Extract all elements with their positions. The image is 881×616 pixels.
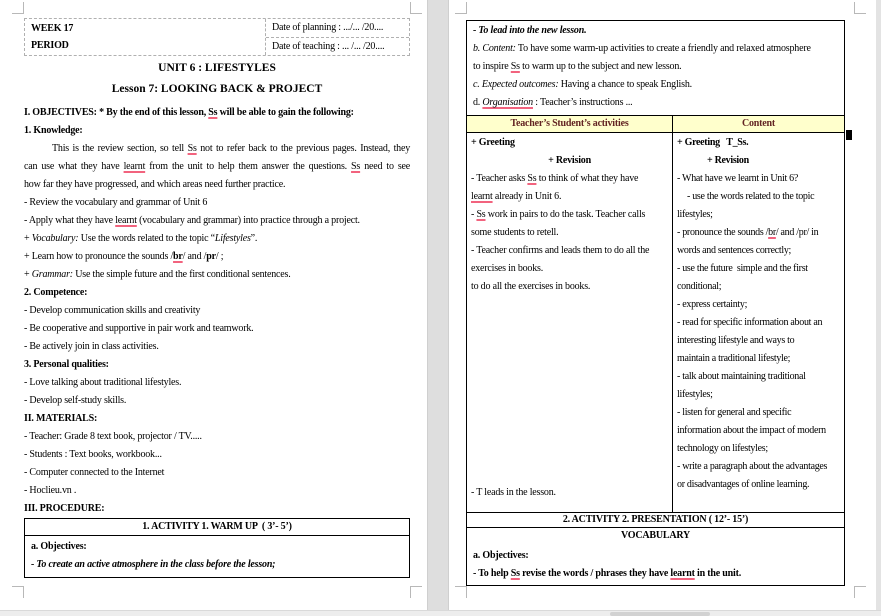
text-line <box>24 248 410 266</box>
text-segment: Vocabulary: <box>31 233 79 244</box>
text-line <box>473 40 838 58</box>
text-segment: - To create an active atmosphere in the class before the lesson; <box>31 559 276 570</box>
text-line <box>677 134 840 152</box>
activity2-title: 2. ACTIVITY 2. PRESENTATION ( 12’- 15’) <box>466 513 845 528</box>
text-line <box>473 547 838 565</box>
text-segment: words and sentences correctly; <box>677 245 792 256</box>
text-line <box>677 404 840 422</box>
spellcheck-underlined-text: br <box>768 227 776 238</box>
text-segment: + Revision <box>707 155 749 166</box>
spellcheck-underlined-text: learnt <box>471 191 493 202</box>
text-segment: - use the future simple and the first <box>677 263 808 274</box>
text-segment: need to see <box>360 161 410 172</box>
text-segment: - <box>471 209 477 220</box>
activity1-objectives <box>25 536 409 577</box>
spellcheck-underlined-text: Ss <box>476 209 486 220</box>
text-line <box>24 500 410 518</box>
text-segment: - To lead into the new lesson. <box>473 25 587 36</box>
text-segment: Lifestyles <box>214 233 251 244</box>
text-segment: - Teacher confirms and leads them to do all the <box>471 245 650 256</box>
text-line <box>31 538 403 556</box>
text-segment: from the unit to help them answer the questions. <box>145 161 352 172</box>
text-boundary-mark <box>455 2 467 14</box>
spellcheck-underlined-text: learnt <box>670 568 695 579</box>
text-segment: b. Content: <box>473 43 516 54</box>
content-cell <box>673 133 844 512</box>
text-segment: 3. Personal qualities: <box>24 359 109 370</box>
text-line <box>24 356 410 374</box>
text-segment: Grammar: <box>31 269 73 280</box>
text-segment: will be able to gain the following: <box>217 107 354 118</box>
text-line <box>24 428 410 446</box>
text-segment: information about the impact of modern <box>677 425 826 436</box>
text-segment: to do all the exercises in books. <box>471 281 591 292</box>
text-line <box>471 278 668 296</box>
text-boundary-mark <box>410 2 422 14</box>
text-line <box>677 350 840 368</box>
text-line <box>471 484 668 502</box>
text-segment: / ; <box>215 251 224 262</box>
text-line <box>677 440 840 458</box>
text-segment: - Develop communication skills and creativity <box>24 305 201 316</box>
text-line <box>24 320 410 338</box>
spellcheck-underlined-text: learnt <box>123 161 146 172</box>
unit-title: UNIT 6 : LIFESTYLES <box>158 62 276 74</box>
text-segment: revise the words / phrases they have <box>519 568 671 579</box>
text-line <box>677 386 840 404</box>
text-segment: This is the review section, so tell <box>52 143 188 154</box>
text-segment: - read for specific information about an <box>677 317 823 328</box>
text-segment: - Hoclieu.vn . <box>24 485 77 496</box>
text-line <box>677 206 840 224</box>
text-line <box>471 152 668 170</box>
text-line <box>677 368 840 386</box>
page-gap <box>427 0 449 611</box>
text-line <box>473 58 838 76</box>
text-line <box>677 188 840 206</box>
text-line <box>24 410 410 428</box>
text-segment: - To help <box>473 568 511 579</box>
text-segment: pr <box>206 251 216 262</box>
text-segment: already in Unit 6. <box>492 191 562 202</box>
text-line <box>24 374 410 392</box>
text-segment: - listen for general and specific <box>677 407 792 418</box>
text-segment: a. Objectives: <box>473 550 529 561</box>
spellcheck-underlined-text: Ss <box>510 61 520 72</box>
activities-table-header <box>466 116 845 133</box>
text-segment: + <box>24 269 32 280</box>
vocabulary-box <box>466 528 845 586</box>
text-segment: - Develop self-study skills. <box>24 395 127 406</box>
text-line <box>24 464 410 482</box>
text-segment: - Teacher asks <box>471 173 528 184</box>
text-segment: Use the words related to the topic “ <box>78 233 215 244</box>
text-line <box>473 22 838 40</box>
text-segment: to warm up to the subject and new lesson. <box>519 61 682 72</box>
activity1-title: 1. ACTIVITY 1. WARM UP ( 3’- 5’) <box>25 519 409 536</box>
spellcheck-underlined-text: Ss <box>510 568 520 579</box>
week-period-table <box>24 18 410 56</box>
spellcheck-underlined-text: Ss <box>351 161 361 172</box>
text-segment: some students to retell. <box>471 227 559 238</box>
period-label: PERIOD <box>31 40 69 51</box>
text-line <box>677 314 840 332</box>
text-boundary-mark <box>854 2 866 14</box>
text-segment: to think of what they have <box>536 173 639 184</box>
text-segment: - T leads in the lesson. <box>471 487 556 498</box>
text-segment: + <box>24 233 32 244</box>
text-line <box>677 170 840 188</box>
text-segment: / and / <box>182 251 207 262</box>
text-boundary-mark <box>12 586 24 598</box>
text-line <box>677 278 840 296</box>
text-segment: - express certainty; <box>677 299 748 310</box>
text-segment: - Review the vocabulary and grammar of Unit 6 <box>24 197 208 208</box>
header-teacher-student-activities: Teacher’s Student’s activities <box>467 116 673 132</box>
teacher-student-activities-cell <box>467 133 673 512</box>
text-line <box>677 422 840 440</box>
text-segment: conditional; <box>677 281 722 292</box>
text-segment: - talk about maintaining traditional <box>677 371 806 382</box>
text-segment: ”. <box>250 233 258 244</box>
vocabulary-objectives <box>473 547 838 583</box>
text-line <box>24 446 410 464</box>
lesson-title: Lesson 7: LOOKING BACK & PROJECT <box>111 83 323 95</box>
text-line <box>24 266 410 284</box>
vocabulary-title: VOCABULARY <box>620 530 691 541</box>
text-line <box>471 296 668 484</box>
text-segment: in the unit. <box>694 568 742 579</box>
text-line <box>677 224 840 242</box>
left-page-content <box>24 18 410 578</box>
header-content: Content <box>741 118 776 129</box>
text-segment: - Be actively join in class activities. <box>24 341 159 352</box>
text-segment: c. Expected outcomes: <box>473 79 559 90</box>
text-segment: not to refer back to the previous pages. Instead, they <box>196 143 410 154</box>
spellcheck-underlined-text: Ss <box>208 107 218 118</box>
text-segment: 1. Knowledge: <box>24 125 83 136</box>
text-line <box>471 242 668 260</box>
date-of-teaching: Date of teaching : ... /... /20.... <box>266 37 409 56</box>
text-segment: d. <box>473 97 483 108</box>
text-line <box>24 284 410 302</box>
spellcheck-underlined-text: Ss <box>527 173 537 184</box>
text-segment: 2. Competence: <box>24 287 88 298</box>
text-line <box>31 556 403 574</box>
text-segment: + Greeting T_Ss. <box>677 137 749 148</box>
text-line <box>24 338 410 356</box>
text-line <box>677 332 840 350</box>
table-anchor-marker <box>846 130 852 140</box>
text-line <box>473 76 838 94</box>
text-segment: + Revision <box>548 155 591 166</box>
text-segment: II. MATERIALS: <box>24 413 98 424</box>
text-segment: / and /pr/ in <box>775 227 819 238</box>
text-line <box>24 482 410 500</box>
warmup-details-box <box>466 20 845 116</box>
text-line <box>24 230 410 248</box>
text-line <box>471 206 668 224</box>
text-line <box>24 122 410 140</box>
document-page-left <box>0 0 427 611</box>
text-segment: + Greeting <box>471 137 515 148</box>
text-line <box>24 212 410 230</box>
spellcheck-underlined-text: Organisation <box>482 97 533 108</box>
dates-cell <box>265 19 409 55</box>
text-line <box>24 392 410 410</box>
text-line <box>473 565 838 583</box>
text-segment: - Teacher: Grade 8 text book, projector / TV..... <box>24 431 202 442</box>
right-page-content <box>466 20 845 586</box>
text-segment: maintain a traditional lifestyle; <box>677 353 791 364</box>
week-period-cell <box>25 19 265 55</box>
text-line <box>471 260 668 278</box>
text-boundary-mark <box>12 2 24 14</box>
week-label: WEEK 17 <box>31 23 74 34</box>
text-line <box>471 170 668 188</box>
text-segment: - Apply what they have <box>24 215 116 226</box>
text-line <box>24 176 410 194</box>
text-segment: work in pairs to do the task. Teacher calls <box>485 209 646 220</box>
text-segment: To have some warm-up activities to create a friendly and relaxed atmosphere <box>515 43 811 54</box>
text-segment: exercises in books. <box>471 263 544 274</box>
text-line <box>677 242 840 260</box>
text-segment: technology on lifestyles; <box>677 443 768 454</box>
text-line <box>471 188 668 206</box>
date-of-planning: Date of planning : .../... /20.... <box>272 22 384 33</box>
text-segment: - Students : Text books, workbook... <box>24 449 162 460</box>
text-boundary-mark <box>854 586 866 598</box>
objectives-section <box>24 104 410 518</box>
text-segment: (vocabulary and grammar) into practice through a project. <box>136 215 360 226</box>
horizontal-scrollbar-thumb[interactable] <box>610 612 710 616</box>
activity1-warmup-box <box>24 518 410 578</box>
text-segment: a. Objectives: <box>31 541 87 552</box>
text-segment: I. OBJECTIVES: * By the end of this lesson, <box>24 107 209 118</box>
text-segment: : Teacher’s instructions ... <box>532 97 633 108</box>
text-segment: + Learn how to pronounce the sounds / <box>24 251 174 262</box>
text-segment: can use what they have <box>24 161 124 172</box>
text-line <box>24 302 410 320</box>
text-line <box>24 158 410 176</box>
spellcheck-underlined-text: br <box>173 251 183 262</box>
horizontal-scrollbar[interactable] <box>0 610 881 616</box>
text-segment: III. PROCEDURE: <box>24 503 105 514</box>
document-page-right <box>449 0 876 611</box>
text-line <box>24 104 410 122</box>
text-line <box>24 194 410 212</box>
text-segment: lifestyles; <box>677 209 713 220</box>
text-segment: - write a paragraph about the advantages <box>677 461 828 472</box>
text-segment: to inspire <box>473 61 511 72</box>
text-segment: lifestyles; <box>677 389 713 400</box>
text-line <box>473 94 838 112</box>
text-segment: Having a chance to speak English. <box>558 79 692 90</box>
text-line <box>677 260 840 278</box>
text-segment: Use the simple future and the first conditional sentences. <box>72 269 291 280</box>
text-segment: - Love talking about traditional lifestyles. <box>24 377 182 388</box>
spellcheck-underlined-text: learnt <box>115 215 137 226</box>
text-segment: or disadvantages of online learning. <box>677 479 810 490</box>
text-line <box>24 140 410 158</box>
text-line <box>677 152 840 170</box>
text-segment: - What have we learnt in Unit 6? <box>677 173 799 184</box>
text-segment: - use the words related to the topic <box>687 191 815 202</box>
text-segment: - pronounce the sounds / <box>677 227 769 238</box>
text-boundary-mark <box>410 586 422 598</box>
spellcheck-underlined-text: Ss <box>187 143 197 154</box>
text-segment: interesting lifestyle and ways to <box>677 335 795 346</box>
text-segment: - Be cooperative and supportive in pair work and teamwork. <box>24 323 254 334</box>
text-line <box>471 224 668 242</box>
text-line <box>677 476 840 494</box>
text-segment: how far they have progressed, and which areas need further practice. <box>24 179 286 190</box>
text-line <box>677 458 840 476</box>
text-line <box>677 296 840 314</box>
text-line <box>471 134 668 152</box>
activities-table-body <box>466 133 845 513</box>
text-segment: - Computer connected to the Internet <box>24 467 165 478</box>
text-boundary-mark <box>455 586 467 598</box>
